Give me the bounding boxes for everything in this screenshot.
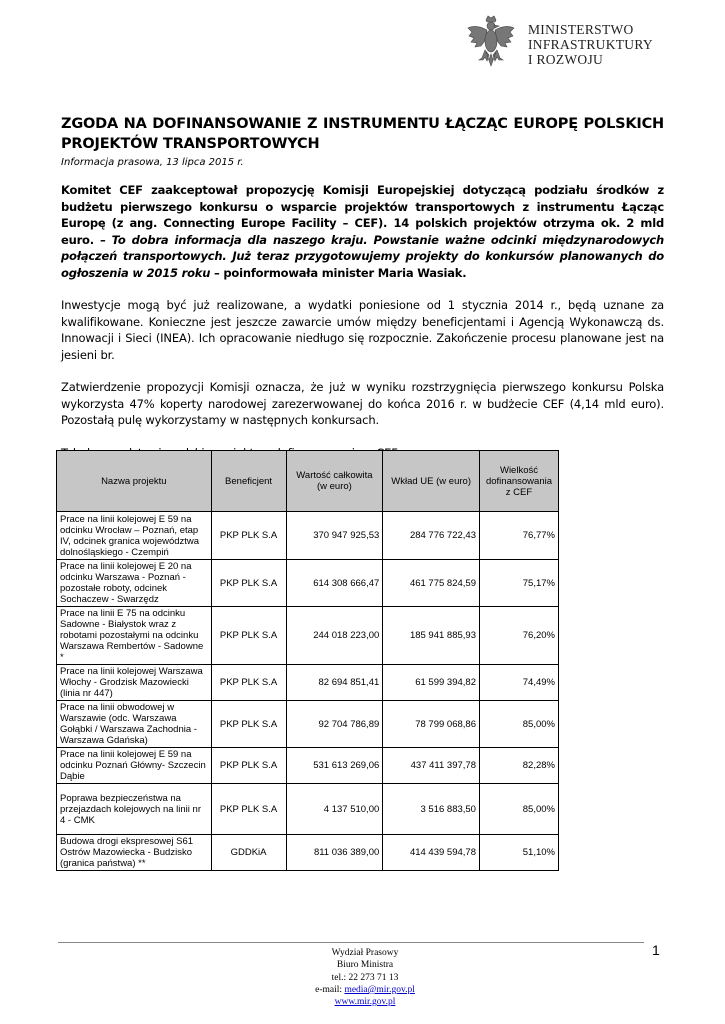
eu-contribution: 437 411 397,78 [383,748,480,784]
lead-paragraph [61,182,664,281]
eu-contribution: 3 516 883,50 [383,784,480,835]
project-name: Prace na linii kolejowej E 59 na odcinku Wrocław – Poznań, etap IV, odcinek granica województwa dolnośląskiego - Czempiń [57,512,212,560]
beneficiary: PKP PLK S.A [211,784,286,835]
table-row [57,835,559,871]
lead-text: Komitet CEF zaakceptował propozycję Komisji Europejskiej dotyczącą podziału środków z budżetu pierwszego konkursu o wsparcie projektów transportowych z instrumentu Łącząc Europę (z ang. Connecting Europe Facility – CEF). 14 polskich projektów otrzyma ok. 2 mld euro. – [61,183,664,247]
total-value: 531 613 269,06 [286,748,383,784]
project-name: Budowa drogi ekspresowej S61 Ostrów Mazowiecka - Budzisko (granica państwa) ** [57,835,212,871]
project-name: Prace na linii E 75 na odcinku Sadowne - Białystok wraz z robotami pozostałymi na odcinku Warszawa Rembertów - Sadowne * [57,607,212,665]
total-value: 244 018 223,00 [286,607,383,665]
table-row [57,784,559,835]
funding-rate: 76,20% [479,607,558,665]
table-header-row [57,451,559,512]
project-name: Poprawa bezpieczeństwa na przejazdach kolejowych na linii nr 4 - CMK [57,784,212,835]
ministry-name-line: MINISTERSTWO [528,22,634,37]
paragraph: Zatwierdzenie propozycji Komisji oznacza, że już w wyniku rozstrzygnięcia pierwszego konkursu Polska wykorzysta 47% koperty narodowej zarezerwowanej do końca 2016 r. w budżecie CEF (4,14 mld euro). Pozostałą pulę wykorzystamy w następnych konkursach. [61,380,664,427]
eu-contribution: 414 439 594,78 [383,835,480,871]
press-release-date: Informacja prasowa, 13 lipca 2015 r. [61,157,244,168]
paragraph: Inwestycje mogą być już realizowane, a wydatki poniesione od 1 stycznia 2014 r., będą uznane za kwalifikowane. Konieczne jest jeszcze zawarcie umów między beneficjentami i Agencją Wykonawczą ds. Innowacji i Sieci (INEA). Ich opracowanie niedługo się rozpocznie. Zakończenie procesu planowane jest na jesieni br. [61,298,664,362]
eu-contribution: 461 775 824,59 [383,560,480,607]
beneficiary: PKP PLK S.A [211,701,286,748]
total-value: 811 036 389,00 [286,835,383,871]
funding-rate: 82,28% [479,748,558,784]
total-value: 92 704 786,89 [286,701,383,748]
funding-rate: 75,17% [479,560,558,607]
project-name: Prace na linii kolejowej E 59 na odcinku Poznań Główny- Szczecin Dąbie [57,748,212,784]
footer-department: Wydział Prasowy [331,948,399,958]
beneficiary: PKP PLK S.A [211,748,286,784]
table-row [57,748,559,784]
table-row [57,512,559,560]
lead-attribution: – poinformowała minister Maria Wasiak. [214,265,467,280]
footer-email-label: e-mail: [315,984,343,995]
ministry-logo [466,14,666,74]
header-funding-rate: Wielkość dofinansowania z CEF [479,451,558,512]
funding-rate: 85,00% [479,784,558,835]
eu-contribution: 284 776 722,43 [383,512,480,560]
project-name: Prace na linii kolejowej Warszawa Włochy - Grodzisk Mazowiecki (linia nr 447) [57,665,212,701]
funding-rate: 85,00% [479,701,558,748]
email-link[interactable]: media@mir.gov.pl [344,984,415,995]
eu-contribution: 61 599 394,82 [383,665,480,701]
website-link[interactable]: www.mir.gov.pl [334,997,396,1008]
funding-rate: 76,77% [479,512,558,560]
header-eu-contribution: Wkład UE (w euro) [383,451,480,512]
table-row [57,560,559,607]
funding-rate: 74,49% [479,665,558,701]
total-value: 370 947 925,53 [286,512,383,560]
header-beneficiary: Beneficjent [211,451,286,512]
beneficiary: PKP PLK S.A [211,512,286,560]
article-title: ZGODA NA DOFINANSOWANIE Z INSTRUMENTU ŁĄCZĄC EUROPĘ POLSKICH PROJEKTÓW TRANSPORTOWYCH [61,116,664,152]
ministry-name [528,22,653,67]
footer-email-line [250,984,480,996]
project-name: Prace na linii obwodowej w Warszawie (odc. Warszawa Gołąbki / Warszawa Zachodnia - Warszawa Gdańska) [57,701,212,748]
project-name: Prace na linii kolejowej E 20 na odcinku Warszawa - Poznań - pozostałe roboty, odcinek Sochaczew - Swarzędz [57,560,212,607]
table-row [57,607,559,665]
total-value: 82 694 851,41 [286,665,383,701]
ministry-name-line: I ROZWOJU [528,52,604,67]
polish-eagle-icon [466,14,516,72]
table-row [57,665,559,701]
total-value: 4 137 510,00 [286,784,383,835]
beneficiary: GDDKiA [211,835,286,871]
total-value: 614 308 666,47 [286,560,383,607]
beneficiary: PKP PLK S.A [211,665,286,701]
beneficiary: PKP PLK S.A [211,607,286,665]
page-number: 1 [652,942,660,958]
beneficiary: PKP PLK S.A [211,560,286,607]
ministry-name-line: INFRASTRUKTURY [528,37,653,52]
projects-table [56,450,559,871]
footer-office: Biuro Ministra [336,960,394,971]
footer-divider [58,942,644,943]
table-row [57,701,559,748]
article [61,114,664,461]
eu-contribution: 78 799 068,86 [383,701,480,748]
footer-phone: tel.: 22 273 71 13 [331,972,399,983]
footer-website-line [250,996,480,1008]
funding-rate: 51,10% [479,835,558,871]
header-project-name: Nazwa projektu [57,451,212,512]
header-total-value: Wartość całkowita (w euro) [286,451,383,512]
lead-quote: To dobra informacja dla naszego kraju. Powstanie ważne odcinki międzynarodowych połączeń transportowych. Już teraz przygotowujemy projekty do konkursów planowanych do ogłoszenia w 2015 roku [61,232,665,280]
footer [250,947,480,1008]
eu-contribution: 185 941 885,93 [383,607,480,665]
